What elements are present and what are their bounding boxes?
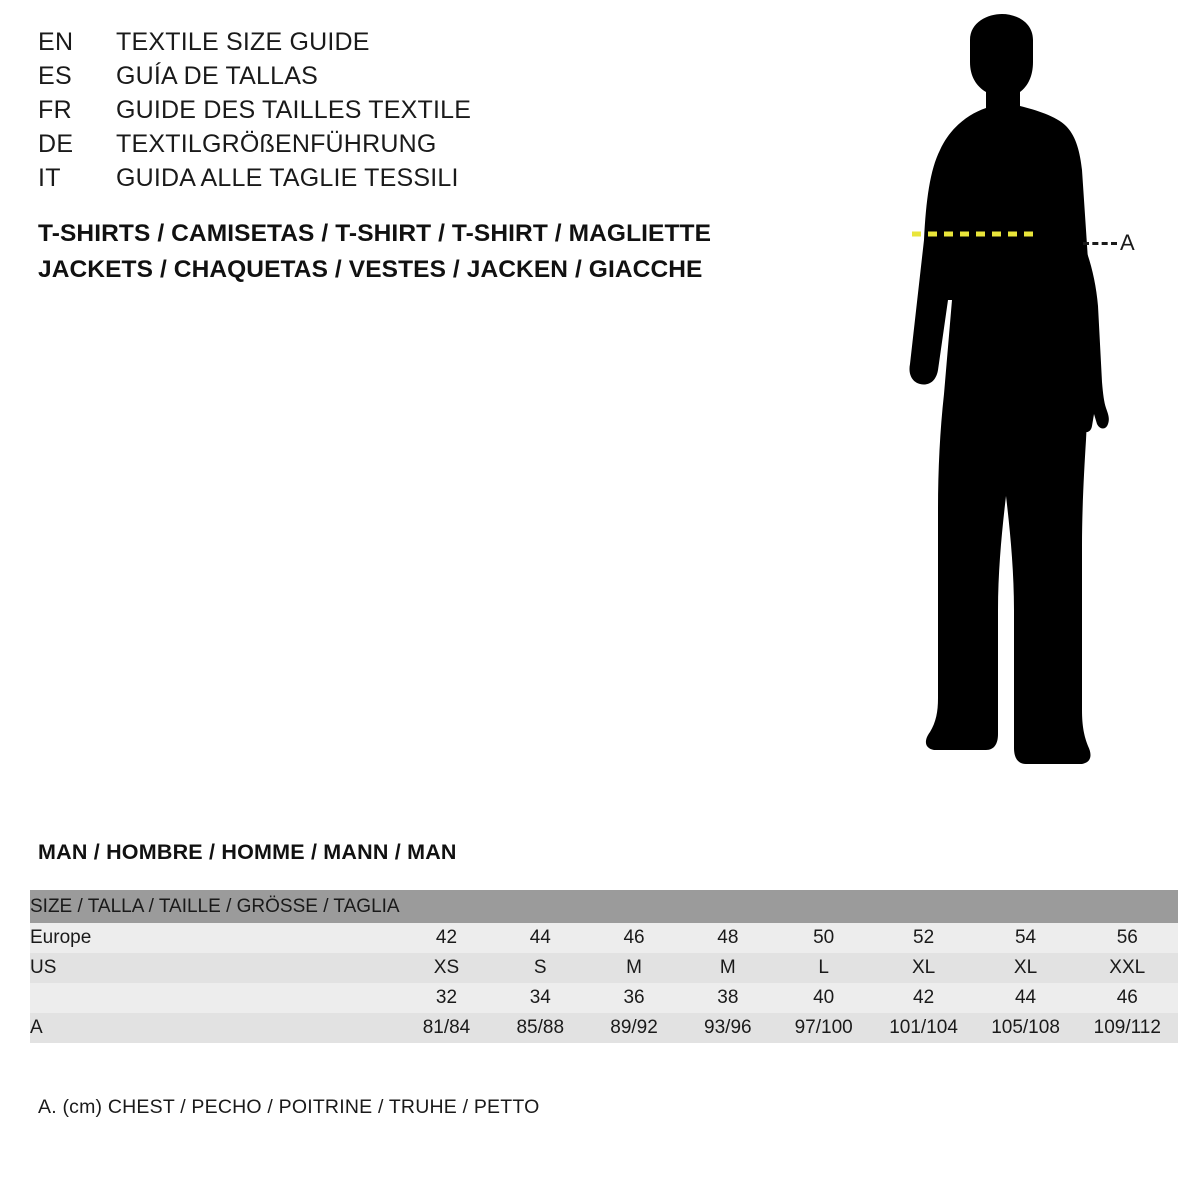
row-label: Europe [30, 923, 400, 953]
language-code: IT [38, 164, 61, 192]
cell: 46 [587, 923, 681, 953]
cell: XS [400, 953, 494, 983]
table-header-spacer [873, 890, 975, 923]
language-title: TEXTILGRÖßENFÜHRUNG [116, 130, 437, 158]
language-code: DE [38, 130, 74, 158]
language-row [38, 64, 758, 89]
cell: 42 [873, 983, 975, 1013]
row-label: A [30, 1013, 400, 1043]
table-header-spacer [587, 890, 681, 923]
cell: 44 [493, 923, 587, 953]
cell: S [493, 953, 587, 983]
size-table [30, 890, 1178, 1043]
cell: 34 [493, 983, 587, 1013]
cell: 105/108 [975, 1013, 1077, 1043]
table-section-title: MAN / HOMBRE / HOMME / MANN / MAN [38, 840, 457, 864]
table-header-spacer [775, 890, 873, 923]
table-header-spacer [493, 890, 587, 923]
cell: L [775, 953, 873, 983]
cell: 36 [587, 983, 681, 1013]
table-header-spacer [681, 890, 775, 923]
cell: 32 [400, 983, 494, 1013]
table-row [30, 953, 1178, 983]
language-row [38, 30, 758, 55]
table-header-spacer [975, 890, 1077, 923]
cell: 54 [975, 923, 1077, 953]
table-row [30, 923, 1178, 953]
cell: 40 [775, 983, 873, 1013]
cell: 89/92 [587, 1013, 681, 1043]
table-header-spacer [400, 890, 494, 923]
language-row [38, 166, 758, 191]
language-title: GUÍA DE TALLAS [116, 62, 318, 90]
cell: M [681, 953, 775, 983]
language-code: FR [38, 96, 72, 124]
cell: XXL [1077, 953, 1178, 983]
cell: XL [975, 953, 1077, 983]
cell: 85/88 [493, 1013, 587, 1043]
cell: 50 [775, 923, 873, 953]
cell: 101/104 [873, 1013, 975, 1043]
language-header-block [38, 30, 758, 200]
cell: 38 [681, 983, 775, 1013]
category-tshirts: T-SHIRTS / CAMISETAS / T-SHIRT / T-SHIRT / MAGLIETTE [38, 220, 712, 247]
cell: XL [873, 953, 975, 983]
category-list [38, 222, 798, 293]
table-header-spacer [1077, 890, 1178, 923]
measure-label-a: A [1120, 230, 1135, 255]
cell: 48 [681, 923, 775, 953]
language-title: GUIDE DES TAILLES TEXTILE [116, 96, 472, 124]
cell: 44 [975, 983, 1077, 1013]
body-silhouette-figure [820, 10, 1180, 800]
row-label [30, 983, 400, 1013]
cell: 56 [1077, 923, 1178, 953]
language-row [38, 132, 758, 157]
language-code: ES [38, 62, 72, 90]
language-title: GUIDA ALLE TAGLIE TESSILI [116, 164, 459, 192]
category-jackets: JACKETS / CHAQUETAS / VESTES / JACKEN / GIACCHE [38, 255, 703, 283]
table-header-row [30, 890, 1178, 923]
footnote-chest-measurement: A. (cm) CHEST / PECHO / POITRINE / TRUHE / PETTO [38, 1096, 540, 1118]
man-silhouette-icon [820, 10, 1180, 800]
cell: M [587, 953, 681, 983]
cell: 42 [400, 923, 494, 953]
cell: 109/112 [1077, 1013, 1178, 1043]
table-row [30, 1013, 1178, 1043]
cell: 52 [873, 923, 975, 953]
language-title: TEXTILE SIZE GUIDE [116, 28, 370, 56]
language-row [38, 98, 758, 123]
table-header-label: SIZE / TALLA / TAILLE / GRÖSSE / TAGLIA [30, 890, 400, 923]
cell: 46 [1077, 983, 1178, 1013]
language-code: EN [38, 28, 74, 56]
table-row [30, 983, 1178, 1013]
cell: 93/96 [681, 1013, 775, 1043]
row-label: US [30, 953, 400, 983]
cell: 97/100 [775, 1013, 873, 1043]
measure-leader-line [1083, 242, 1117, 245]
cell: 81/84 [400, 1013, 494, 1043]
